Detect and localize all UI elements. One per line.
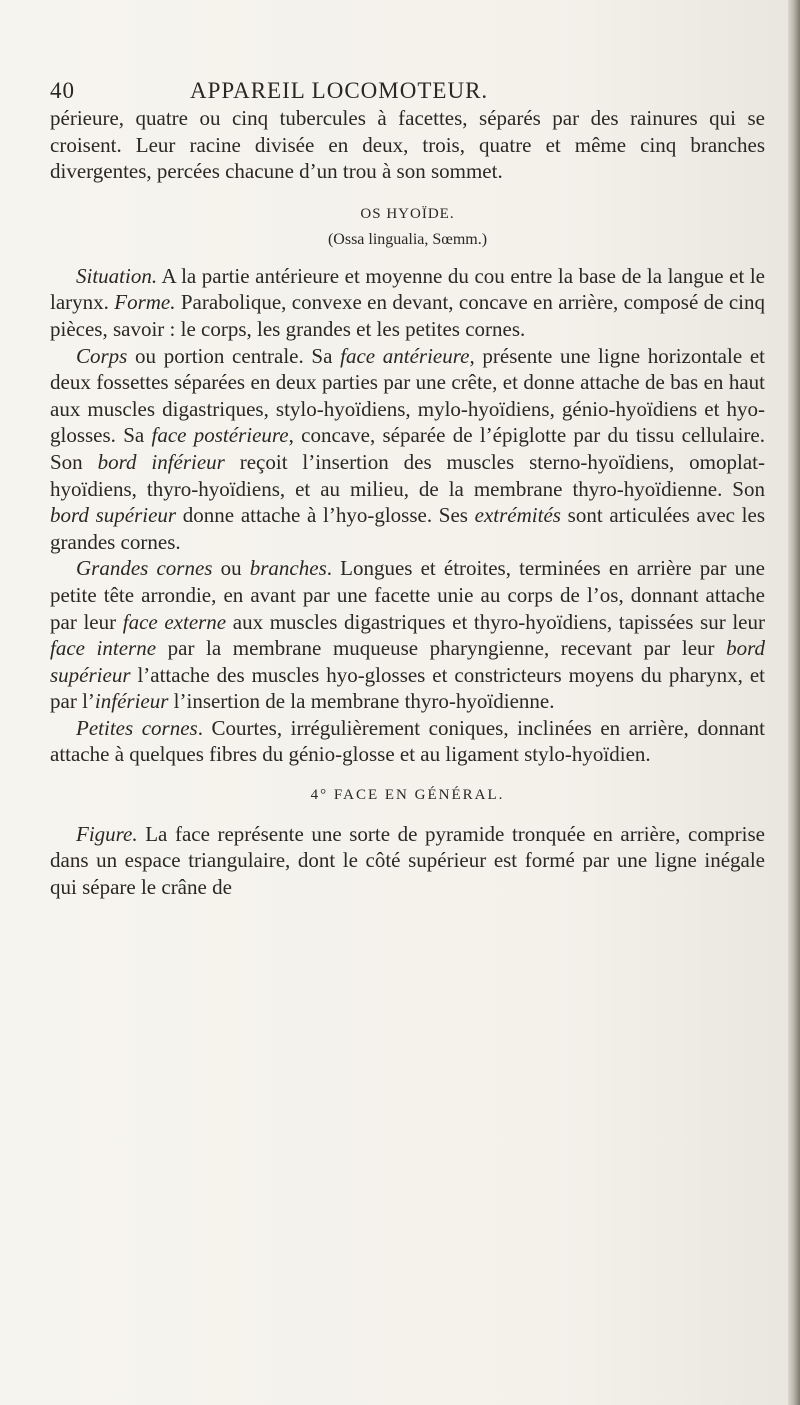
text-corps-1: ou portion centrale. Sa [127, 343, 341, 368]
label-grandes-cornes: Grandes cornes [76, 556, 213, 581]
text-corps-2: , présente une ligne horizontale et deux fossettes séparées en deux parties par une crête, et donne attache de bas en haut aux muscles digastriques, stylo-hyoïdiens, mylo-hyoïdiens, génio-hyoïdiens et hyo-glosses. Sa [50, 343, 765, 448]
running-title: APPAREIL LOCOMOTEUR. [190, 78, 489, 103]
text-grandes-1: ou [212, 556, 250, 581]
paragraph-figure [50, 821, 765, 901]
text-situation: A la partie antérieure et moyenne du cou entre la base de la langue et le larynx. [50, 263, 765, 315]
label-situation: Situation. [76, 263, 158, 288]
text-grandes-4: par la membrane muqueuse pharyngienne, recevant par leur [156, 636, 727, 661]
body-text [50, 105, 765, 900]
paragraph-corps [50, 343, 765, 556]
text-grandes-3: aux muscles digastriques et thyro-hyoïdiens, tapissées sur leur [226, 609, 765, 634]
text-forme: Parabolique, convexe en devant, concave en arrière, composé de cinq pièces, savoir : le corps, les grandes et les petites cornes. [50, 290, 765, 341]
intro-paragraph: périeure, quatre ou cinq tubercules à facettes, séparés par des rainures qui se croisent. Leur racine divisée en deux, trois, quatre et même cinq branches divergentes, percées chacune d’un trou à son sommet. [50, 106, 765, 184]
term-extremites: extrémités [474, 503, 561, 528]
text-corps-3: , concave, séparée de l’épiglotte par du tissu cellulaire. Son [50, 423, 765, 474]
term-face-posterieure: face postérieure [151, 423, 289, 448]
term-grandes-bord-superieur: bord supérieur [50, 636, 765, 687]
section-title: OS HYOÏDE. [360, 205, 455, 222]
term-face-externe: face externe [122, 609, 227, 634]
running-head [50, 78, 765, 106]
page-number: 40 [50, 78, 75, 103]
term-inferieur: inférieur [94, 689, 169, 714]
text-corps-4: reçoit l’insertion des muscles sterno-hyoïdiens, omoplat-hyoïdiens, thyro-hyoïdiens, et au milieu, de la membrane thyro-hyoïdienne. Son [50, 449, 765, 501]
label-corps: Corps [76, 343, 128, 368]
term-face-anterieure: face antérieure [340, 343, 470, 368]
term-face-interne: face interne [50, 636, 157, 661]
text-grandes-2: . Longues et étroites, terminées en arrière par une petite tête arrondie, en avant par une facette unie au corps de l’os, donnant attache par leur [50, 556, 766, 634]
page-edge [788, 0, 800, 1405]
label-petites-cornes: Petites cornes [76, 715, 198, 740]
term-bord-superieur: bord supérieur [50, 503, 177, 528]
section-subtitle: (Ossa lingualia, Sœmm.) [327, 230, 488, 248]
term-bord-inferieur: bord inférieur [97, 449, 225, 474]
paragraph-situation [50, 263, 765, 343]
label-forme: Forme. [114, 290, 176, 315]
text-corps-6: sont articulées avec les grandes cornes. [50, 503, 766, 554]
paragraph-petites-cornes [50, 715, 765, 768]
paragraph-grandes-cornes [50, 555, 765, 715]
label-figure: Figure. [76, 821, 138, 846]
text-figure: La face représente une sorte de pyramide tronquée en arrière, comprise dans un espace triangulaire, dont le côté supérieur est formé par une ligne inégale qui sépare le crâne de [50, 821, 765, 899]
subsection-title: 4° FACE EN GÉNÉRAL. [310, 787, 505, 804]
text-petites: . Courtes, irrégulièrement coniques, inclinées en arrière, donnant attache à quelques fibres du génio-glosse et au ligament stylo-hyoïdien. [50, 715, 765, 767]
text-grandes-5: l’attache des muscles hyo-glosses et constricteurs moyens du pharynx, et par l’ [50, 662, 765, 714]
text-corps-5: donne attache à l’hyo-glosse. Ses [176, 503, 475, 528]
term-branches: branches [249, 556, 327, 581]
text-grandes-6: l’insertion de la membrane thyro-hyoïdienne. [168, 689, 555, 714]
